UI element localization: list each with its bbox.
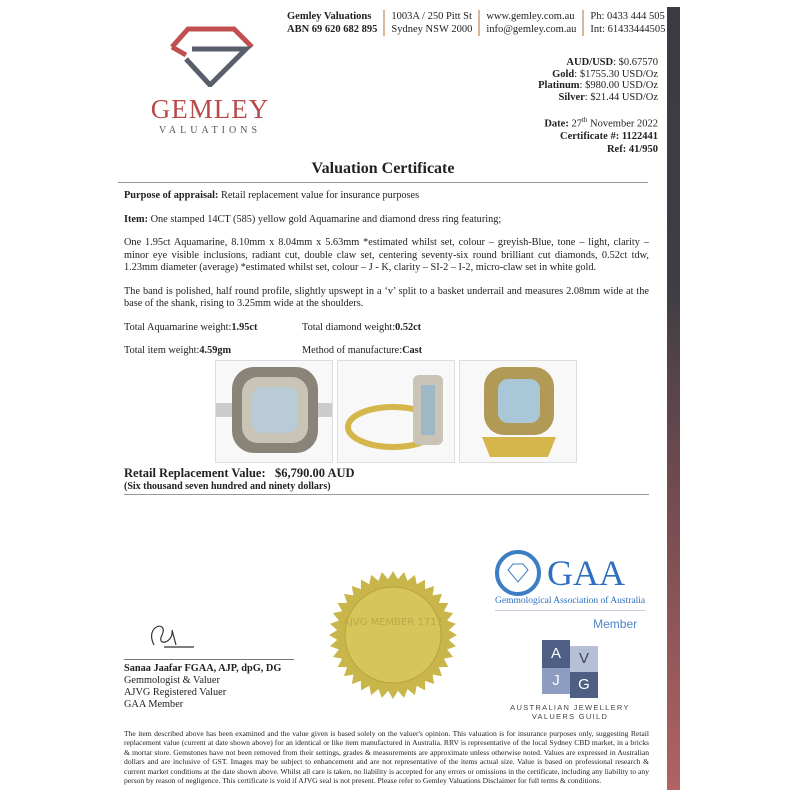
- ring-photo-back: [459, 360, 577, 463]
- page-title: Valuation Certificate: [118, 160, 648, 183]
- disclaimer: The item described above has been examined and the value given is based solely on the valuer's opinion. This valuation is for insurance purposes only, suggesting Retail replacement value (current at date shown above) for an identical or like item manufactured in Australia. RRV is representative of the local Sydney CBD market, in a bricks & mortar store. Gemstones have not been removed from their settings, grades & measurements are approximate unless otherwise noted. Values are expressed in Australian dollars and are inclusive of GST. Images may be subject to enhancement and are not representative of the items actual size. Value is based on professional research & current market conditions at the date shown above. Whilst all care is taken, no liability is accepted for any errors or omissions in the certificate, including any liability to any person by reason of negligence. This certificate is void if AJVG seal is not present. Please refer to Gemley Valuations Disclaimer for full terms & conditions.: [124, 729, 649, 786]
- diamond-logo-icon: [160, 25, 260, 87]
- gaa-abbr: GAA: [547, 553, 625, 593]
- gemley-logo: [150, 25, 270, 136]
- signer-name: Sanaa Jaafar FGAA, AJP, dpG, DG: [124, 663, 282, 674]
- description: One 1.95ct Aquamarine, 8.10mm x 8.04mm x 5.63mm *estimated whilst set, colour – greyish-Blue, tone – light, clarity – minor eye visible inclusions, radiant cut, double claw set, centering seventy-six round brilliant cut diamonds, 0.52ct tdw, 1.23mm diameter (average) *estimated whilst set, colour – J - K, clarity – SI-2 – I-2, micro-claw set in white gold.: [124, 237, 649, 273]
- item: Item: One stamped 14CT (585) yellow gold Aquamarine and diamond dress ring featuring;: [124, 213, 502, 225]
- intl-phone: Int: 61433444505: [590, 24, 666, 35]
- signature-icon: [124, 615, 194, 655]
- gaa-diamond-icon: [495, 550, 541, 596]
- contact-header: [287, 10, 671, 36]
- address-line-2: Sydney NSW 2000: [391, 24, 473, 35]
- gaa-full-name: Gemmological Association of Australia: [495, 596, 645, 611]
- value-label: Retail Replacement Value:: [124, 466, 266, 480]
- gaa-logo: [495, 550, 645, 631]
- ajvg-logo: [500, 640, 640, 721]
- weights-row-2: Total item weight:4.59gm Method of manufacture:Cast: [124, 345, 423, 356]
- certificate-meta: [544, 114, 658, 156]
- ring-photo-top: [215, 360, 333, 463]
- ajvg-line-2: VALUERS GUILD: [531, 712, 609, 721]
- ring-photo-side: [337, 360, 455, 463]
- ring-photos: [215, 360, 577, 463]
- abn: ABN 69 620 682 895: [287, 24, 378, 35]
- rate-aud-usd: AUD/USD: $0.67570: [566, 57, 658, 68]
- rate-platinum: Platinum: $980.00 USD/Oz: [538, 80, 658, 91]
- market-rates: [538, 57, 658, 103]
- value-words: (Six thousand seven hundred and ninety dollars): [124, 481, 331, 492]
- ajvg-letter: V: [570, 646, 598, 672]
- retail-value: [124, 466, 649, 495]
- gaa-member: Member: [593, 617, 638, 631]
- logo-name: GEMLEY: [150, 94, 270, 124]
- reference: Ref: 41/950: [606, 143, 658, 155]
- address-line-1: 1003A / 250 Pitt St: [391, 11, 472, 22]
- certificate-body: [124, 190, 649, 369]
- signer-role: GAA Member: [124, 699, 184, 710]
- website-link[interactable]: www.gemley.com.au: [486, 11, 575, 22]
- phone: Ph: 0433 444 505: [590, 11, 665, 22]
- ajvg-letter: G: [570, 672, 598, 698]
- rate-gold: Gold: $1755.30 USD/Oz: [552, 68, 658, 80]
- certificate-number: Certificate #: 1122441: [560, 131, 658, 142]
- rate-silver: Silver: $21.44 USD/Oz: [558, 91, 658, 103]
- ajvg-line-1: AUSTRALIAN JEWELLERY: [510, 703, 630, 712]
- ajvg-letter: A: [542, 640, 570, 668]
- weights-row-1: Total Aquamarine weight:1.95ct Total diamond weight:0.52ct: [124, 321, 422, 333]
- signature-block: [124, 615, 294, 711]
- value-amount: $6,790.00 AUD: [275, 466, 355, 480]
- contact-company: [287, 10, 383, 36]
- logo-sub: VALUATIONS: [158, 125, 262, 136]
- ajvg-seal: [328, 570, 458, 700]
- decorative-side-bar: [667, 7, 680, 790]
- band-description: The band is polished, half round profile, slightly upswept in a ‘v’ split to a basket underrail and measures 2.08mm wide at the base of the shank, rising to 3.25mm wide at the shoulders.: [124, 285, 649, 309]
- email-link[interactable]: info@gemley.com.au: [486, 24, 577, 35]
- purpose: Purpose of appraisal: Retail replacement value for insurance purposes: [124, 190, 420, 201]
- contact-address: [383, 10, 478, 36]
- ajvg-letter: J: [542, 668, 570, 694]
- signer-role: AJVG Registered Valuer: [124, 687, 227, 698]
- contact-web: [478, 10, 582, 36]
- company-name: Gemley Valuations: [287, 11, 372, 22]
- date: Date: 27th November 2022: [544, 116, 658, 130]
- seal-text: AJVG MEMBER 1717: [343, 617, 443, 628]
- signer-role: Gemmologist & Valuer: [124, 675, 220, 686]
- contact-phone: [582, 10, 671, 36]
